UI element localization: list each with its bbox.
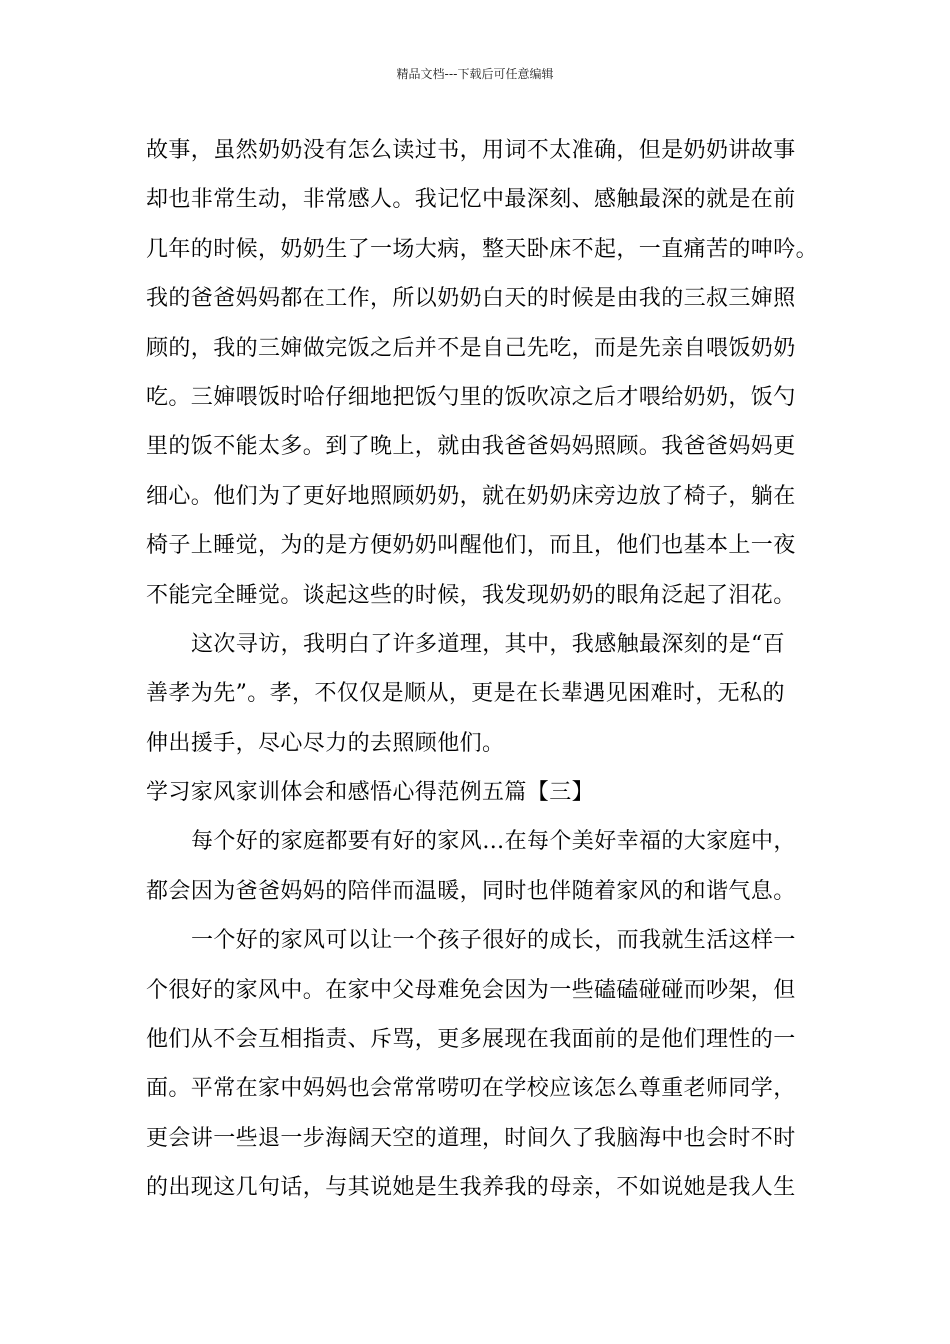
text-line: 面。平常在家中妈妈也会常常唠叨在学校应该怎么尊重老师同学， (146, 1076, 796, 1102)
paragraph-start-line: 这次寻访，我明白了许多道理，其中，我感触最深刻的是“百 (191, 631, 786, 657)
text-line: 却也非常生动，非常感人。我记忆中最深刻、感触最深的就是在前 (146, 187, 796, 213)
paragraph-start-line: 每个好的家庭都要有好的家风…在每个美好幸福的大家庭中， (191, 829, 796, 855)
text-line: 里的饭不能太多。到了晚上，就由我爸爸妈妈照顾。我爸爸妈妈更 (146, 434, 796, 460)
text-line: 不能完全睡觉。谈起这些的时候，我发现奶奶的眼角泛起了泪花。 (146, 582, 796, 608)
text-line: 我的爸爸妈妈都在工作，所以奶奶白天的时候是由我的三叔三婶照 (146, 286, 796, 312)
text-line: 个很好的家风中。在家中父母难免会因为一些磕磕碰碰而吵架，但 (146, 977, 796, 1003)
text-line: 顾的，我的三婶做完饭之后并不是自己先吃，而是先亲自喂饭奶奶 (146, 335, 796, 361)
text-line: 他们从不会互相指责、斥骂，更多展现在我面前的是他们理性的一 (146, 1027, 796, 1053)
text-line: 更会讲一些退一步海阔天空的道理，时间久了我脑海中也会时不时 (146, 1125, 796, 1151)
text-line: 的出现这几句话，与其说她是生我养我的母亲，不如说她是我人生 (146, 1175, 796, 1201)
text-line: 善孝为先”。孝，不仅仅是顺从，更是在长辈遇见困难时，无私的 (146, 681, 785, 707)
text-line: 椅子上睡觉，为的是方便奶奶叫醒他们，而且，他们也基本上一夜 (146, 533, 796, 559)
section-heading: 学习家风家训体会和感悟心得范例五篇【三】 (146, 780, 595, 806)
page-header: 精品文档---下载后可任意编辑 (396, 67, 554, 81)
text-line: 伸出援手，尽心尽力的去照顾他们。 (146, 730, 505, 756)
text-line: 几年的时候，奶奶生了一场大病，整天卧床不起，一直痛苦的呻吟。 (146, 236, 819, 262)
paragraph-start-line: 一个好的家风可以让一个孩子很好的成长，而我就生活这样一 (191, 928, 796, 954)
document-body (146, 126, 826, 1213)
text-line: 都会因为爸爸妈妈的陪伴而温暖，同时也伴随着家风的和谐气息。 (146, 878, 796, 904)
text-line: 故事，虽然奶奶没有怎么读过书，用词不太准确，但是奶奶讲故事 (146, 138, 796, 163)
text-line: 吃。三婶喂饭时哈仔细地把饭勺里的饭吹凉之后才喂给奶奶，饭勺 (146, 384, 796, 410)
text-line: 细心。他们为了更好地照顾奶奶，就在奶奶床旁边放了椅子，躺在 (146, 483, 796, 509)
